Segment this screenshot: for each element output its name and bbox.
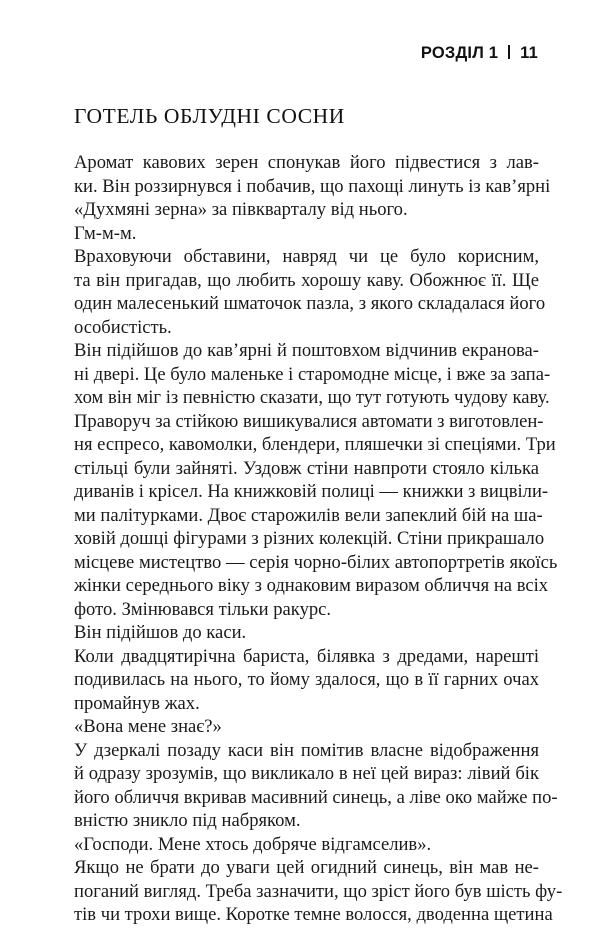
text-line: Праворуч за стійкою вишикувалися автомати з виготовлен-: [74, 410, 544, 432]
text-line: один малесенький шматочок пазла, з якого складалася його: [74, 293, 546, 314]
text-line: ня еспресо, кавомолки, блендери, пляшечки зі спеціями. Три: [74, 434, 556, 455]
text-line: Він підійшов до кав’ярні й поштовхом відчинив екранова-: [74, 340, 539, 361]
text-line: Коли двадцятирічна бариста, білявка з дредами, нарешті: [74, 645, 539, 667]
page-number: 11: [520, 44, 538, 62]
text-line: ки. Він роззирнувся і побачив, що пахощі линуть із кав’ярні: [74, 175, 551, 197]
text-line: ні двері. Це було маленьке і старомодне місце, і вже за запа-: [74, 363, 551, 385]
running-head: [421, 44, 538, 63]
text-line: диванів і крісел. На книжковій полиці — книжки з вицвіли-: [74, 481, 549, 502]
text-line: стільці були зайняті. Уздовж стіни навпроти стояло кілька: [74, 457, 539, 479]
body-text: [74, 151, 563, 927]
text-line: ховій дошці фігурами з різних колекцій. Стіни прикрашало: [74, 528, 545, 549]
text-line: та він пригадав, що любить хорошу каву. Обожнює її. Ще: [74, 269, 539, 291]
text-line: «Господи. Мене хтось добряче відгамселив».: [74, 833, 432, 855]
text-line: поганий вигляд. Треба зазначити, що зріст його був шість фу-: [74, 880, 563, 902]
text-line: Гм-м-м.: [74, 222, 137, 244]
text-line: його обличчя вкривав масивний синець, а ліве око майже по-: [74, 786, 558, 808]
text-line: «Вона мене знає?»: [74, 716, 222, 737]
text-line: місцеве мистецтво — серія чорно-білих автопортретів якоїсь: [74, 551, 558, 573]
section-label: РОЗДІЛ 1: [420, 44, 499, 62]
text-line: тів чи трохи вище. Коротке темне волосся, дводенна щетина: [74, 904, 553, 925]
text-line: й одразу зрозумів, що викликало в неї цей вираз: лівий бік: [74, 763, 539, 784]
text-line: «Духмяні зерна» за півкварталу від нього.: [74, 199, 408, 220]
text-line: ми палітурками. Двоє старожилів вели запеклий бій на ша-: [74, 504, 543, 526]
text-line: хом він міг із певністю сказати, що тут готують чудову каву.: [74, 387, 550, 408]
text-line: фото. Змінювався тільки ракурс.: [74, 598, 332, 620]
text-line: Враховуючи обставини, навряд чи це було корисним,: [74, 246, 539, 267]
running-head-divider: [508, 45, 510, 59]
chapter-title: ГОТЕЛЬ ОБЛУДНІ СОСНИ: [74, 104, 345, 128]
text-line: Він підійшов до каси.: [74, 622, 247, 643]
text-line: жінки середнього віку з однаковим виразом обличчя на всіх: [74, 575, 549, 596]
text-line: У дзеркалі позаду каси він помітив власне відображення: [74, 739, 539, 761]
text-line: вністю зникло під набряком.: [74, 810, 301, 831]
text-line: Аромат кавових зерен спонукав його підвестися з лав-: [74, 152, 539, 173]
text-line: особистість.: [74, 316, 172, 338]
text-line: Якщо не брати до уваги цей огидний синець, він мав не-: [74, 857, 539, 878]
text-line: подивилась на нього, то йому здалося, що в її гарних очах: [74, 669, 539, 690]
text-line: промайнув жах.: [74, 692, 200, 714]
